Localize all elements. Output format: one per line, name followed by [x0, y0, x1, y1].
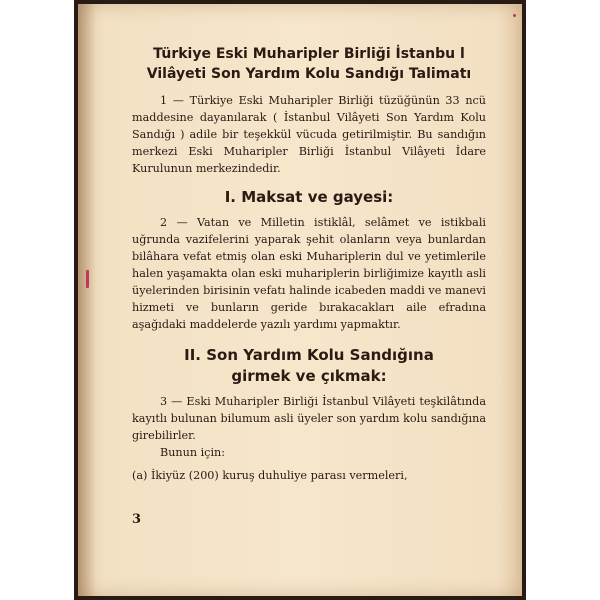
article-2-paragraph: 2 — Vatan ve Milletin istiklâl, selâmet ve istikbali uğrunda vazifelerini yaparak şehit olanların veya bunlardan bilâhara vefat etmiş olan eski Muhariplerin dul ve yetimlerile halen yaşamakta olan eski muhariplerin birliğimize kayıtlı asli üyelerinden birisinin vefatı halinde icabeden maddi ve manevi hizmeti ve bunların geride bırakacakları aile efradına aşağıdaki maddelerde yazılı yardımı yapmaktır.: [132, 216, 486, 331]
ink-dot: [513, 14, 516, 17]
heading-2-line-2: girmek ve çıkmak:: [231, 367, 387, 385]
requirements-intro: Bunun için:: [160, 446, 225, 459]
document-title: [132, 44, 486, 84]
requirement-item-a: (a) İkiyüz (200) kuruş duhuliye parası vermeleri,: [132, 469, 408, 482]
page-content: [132, 44, 486, 484]
spine-shadow: [78, 4, 96, 596]
heading-2-line-1: II. Son Yardım Kolu Sandığına: [184, 346, 434, 364]
article-1-paragraph: 1 — Türkiye Eski Muharipler Birliği tüzüğünün 33 ncü maddesine dayanılarak ( İstanbul Vilâyeti Son Yardım Kolu Sandığı ) adile bir teşekkül vücuda getirilmiştir. Bu sandığın merkezi Eski Muharipler Birliği İstanbul Vilâyeti İdare Kurulunun merkezindedir.: [132, 94, 486, 175]
title-line-1: Türkiye Eski Muharipler Birliği İstanbu l: [153, 46, 465, 62]
title-line-2: Vilâyeti Son Yardım Kolu Sandığı Talimatı: [146, 66, 472, 82]
margin-mark: [86, 270, 89, 288]
section-heading-purpose: I. Maksat ve gayesi:: [224, 188, 394, 206]
section-heading-membership: [132, 345, 486, 387]
article-3-paragraph: 3 — Eski Muharipler Birliği İstanbul Vilâyeti teşkilâtında kayıtlı bulunan bilumum asli üyeler son yardım kolu sandığına girebilirler.: [132, 395, 486, 442]
page-number: 3: [132, 512, 142, 527]
